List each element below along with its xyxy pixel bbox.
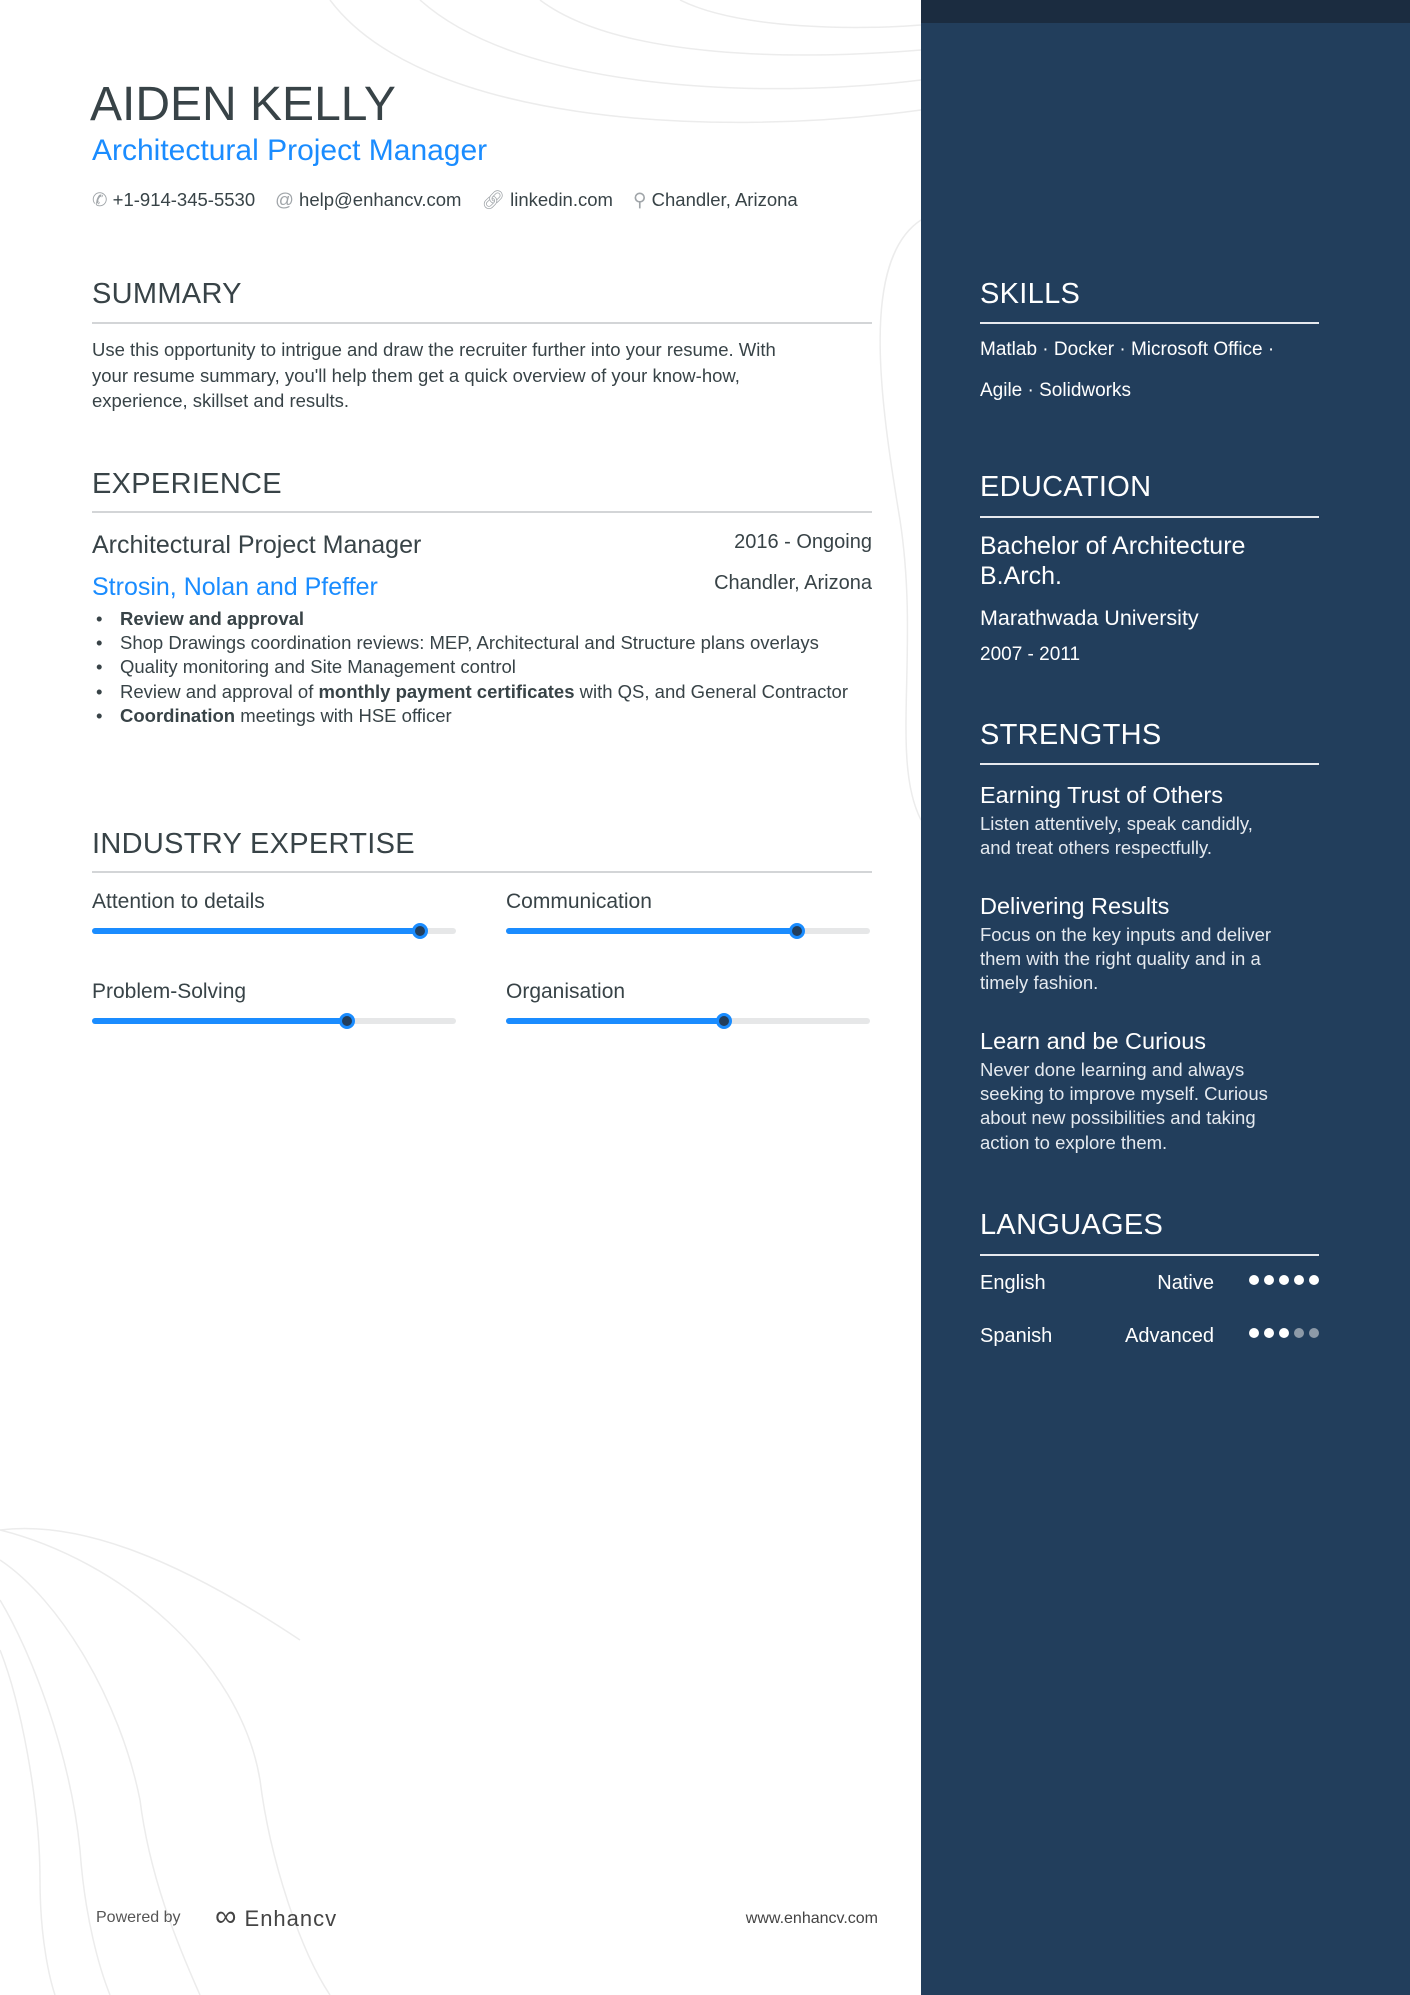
candidate-name: AIDEN KELLY <box>90 78 396 131</box>
link-icon: 🔗︎ <box>481 189 505 210</box>
expertise-level-bar <box>92 1018 456 1024</box>
divider <box>980 516 1319 518</box>
powered-by-label: Powered by <box>96 1909 181 1926</box>
contact-linkedin[interactable]: 🔗︎ linkedin.com <box>481 189 613 210</box>
experience-heading: EXPERIENCE <box>92 468 282 500</box>
divider <box>92 322 872 324</box>
skills-line: Matlab · Docker · Microsoft Office · <box>980 339 1275 360</box>
sidebar <box>921 0 1410 1995</box>
language-name: English <box>980 1272 1046 1294</box>
enhancv-logo: ∞ Enhancv <box>215 1900 338 1933</box>
divider <box>92 511 872 513</box>
expertise-level-bar <box>92 928 456 934</box>
job-dates: 2016 - Ongoing <box>734 531 872 553</box>
strength-desc: seeking to improve myself. Curious <box>980 1083 1268 1105</box>
level-dot <box>1309 1275 1319 1285</box>
level-dot <box>1294 1328 1304 1338</box>
strength-desc: Listen attentively, speak candidly, <box>980 813 1253 834</box>
skills-line: Agile · Solidworks <box>980 380 1131 401</box>
level-knob <box>412 923 428 939</box>
divider <box>980 322 1319 324</box>
level-dot <box>1309 1328 1319 1338</box>
level-dot <box>1264 1328 1274 1338</box>
bullet-item: • Review and approval of monthly payment certificates with QS, and General Contractor <box>92 680 872 704</box>
summary-heading: SUMMARY <box>92 278 242 310</box>
language-name: Spanish <box>980 1325 1053 1347</box>
contact-bar <box>92 188 798 212</box>
divider <box>980 1254 1319 1256</box>
expertise-label: Organisation <box>506 980 626 1003</box>
language-level: Advanced <box>1125 1325 1214 1347</box>
education-dates: 2007 - 2011 <box>980 644 1081 665</box>
strength-title: Earning Trust of Others <box>980 782 1223 808</box>
sidebar-top-strip <box>921 0 1410 23</box>
strength-desc: about new possibilities and taking <box>980 1107 1256 1129</box>
divider <box>980 763 1319 765</box>
candidate-title: Architectural Project Manager <box>92 134 488 167</box>
language-level: Native <box>1157 1272 1214 1294</box>
bullet-item: • Coordination meetings with HSE officer <box>92 704 872 728</box>
strength-desc: and treat others respectfully. <box>980 837 1213 859</box>
strength-desc: Focus on the key inputs and deliver <box>980 924 1272 945</box>
strength-title: Learn and be Curious <box>980 1028 1207 1054</box>
strength-item <box>980 892 1271 996</box>
contact-email[interactable]: @ help@enhancv.com <box>275 189 462 210</box>
strength-item <box>980 1027 1268 1155</box>
expertise-label: Communication <box>506 890 652 913</box>
level-dot <box>1279 1328 1289 1338</box>
strength-desc: timely fashion. <box>980 972 1099 994</box>
expertise-label: Attention to details <box>92 890 265 913</box>
location-icon: ⚲ <box>632 189 647 210</box>
contact-phone[interactable]: ✆ +1-914-345-5530 <box>92 189 256 210</box>
phone-icon: ✆ <box>92 189 108 210</box>
job-company: Strosin, Nolan and Pfeffer <box>92 573 378 601</box>
language-dots <box>1244 1328 1319 1340</box>
education-heading: EDUCATION <box>980 471 1152 503</box>
bullet-item: • Shop Drawings coordination reviews: MEP, Architectural and Structure plans overlays <box>92 631 872 655</box>
job-location: Chandler, Arizona <box>714 572 872 594</box>
job-bullets <box>92 607 872 728</box>
divider <box>92 871 872 873</box>
bullet-item: • Review and approval <box>92 607 872 631</box>
contact-location: ⚲ Chandler, Arizona <box>632 189 798 210</box>
level-dot <box>1294 1275 1304 1285</box>
infinity-logo-icon: ∞ <box>215 1900 238 1933</box>
level-dot <box>1279 1275 1289 1285</box>
level-fill <box>506 1018 724 1024</box>
school: Marathwada University <box>980 606 1199 630</box>
footer-url[interactable]: www.enhancv.com <box>745 1910 878 1927</box>
strength-title: Delivering Results <box>980 893 1170 919</box>
expertise-level-bar <box>506 928 870 934</box>
expertise-level-bar <box>506 1018 870 1024</box>
level-dot <box>1249 1328 1259 1338</box>
degree-abbr: B.Arch. <box>980 562 1062 590</box>
job-role: Architectural Project Manager <box>92 531 422 559</box>
level-fill <box>506 928 797 934</box>
strength-item <box>980 781 1253 860</box>
language-dots <box>1244 1275 1319 1287</box>
level-knob <box>339 1013 355 1029</box>
strength-desc: action to explore them. <box>980 1131 1168 1153</box>
degree: Bachelor of Architecture <box>980 532 1246 560</box>
bullet-item: • Quality monitoring and Site Management control <box>92 655 872 679</box>
level-dot <box>1249 1275 1259 1285</box>
expertise-label: Problem-Solving <box>92 980 247 1003</box>
languages-heading: LANGUAGES <box>980 1209 1164 1241</box>
level-fill <box>92 928 420 934</box>
strengths-heading: STRENGTHS <box>980 719 1162 751</box>
skills-heading: SKILLS <box>980 278 1081 310</box>
expertise-heading: INDUSTRY EXPERTISE <box>92 828 415 860</box>
strength-desc: Never done learning and always <box>980 1059 1245 1080</box>
level-fill <box>92 1018 347 1024</box>
level-dot <box>1264 1275 1274 1285</box>
summary-text: Use this opportunity to intrigue and draw the recruiter further into your resume. With your resume summary, you'll help them get a quick overview of your know-how, experience, skillset and results. <box>92 339 776 411</box>
strength-desc: them with the right quality and in a <box>980 948 1261 970</box>
at-icon: @ <box>275 189 294 210</box>
